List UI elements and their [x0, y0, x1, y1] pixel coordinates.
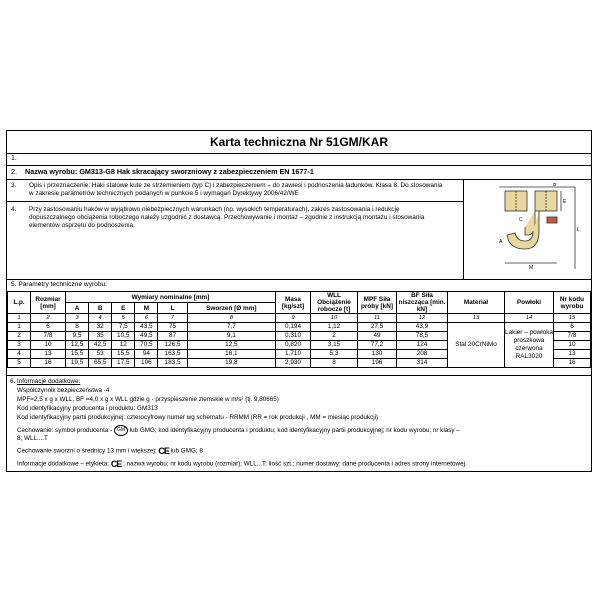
gm-logo-icon: GM	[114, 425, 128, 436]
row-2-number: 2.	[11, 167, 17, 176]
cell-size: 10	[31, 341, 66, 350]
cell-pin: 9,1	[187, 332, 275, 341]
cell-b: 35	[89, 332, 112, 341]
marking-label: Cechowanie: symbol producenta -	[17, 427, 113, 435]
index-cell: 12	[397, 314, 448, 323]
cell-lp: 1	[8, 323, 31, 332]
th-coatings: Powłoki	[505, 292, 554, 314]
cell-lp: 4	[8, 350, 31, 359]
cell-a: 8	[66, 323, 89, 332]
th-e: E	[112, 303, 135, 314]
info-title: Informacje dodatkowe:	[17, 378, 81, 385]
cell-pin: 19,8	[187, 359, 275, 368]
cell-mass: 0,194	[276, 323, 311, 332]
usage-note-text: Przy zastosowaniu haków w wyjątkowo niebezpiecznych warunkach (np. wysokich temperaturach), zakres zastosowania i redukcję dopuszczalnego obciążenia roboczego należy uzgodnić z dostawcą. Przechowywanie i montaż – zgodnie z instrukcją montażu i stosowania elementów osprzętu do podnoszenia.	[29, 206, 425, 229]
index-cell: 10	[311, 314, 358, 323]
cell-m: 94	[135, 350, 158, 359]
marking-details: kod identyfikacyjny producenta i produktu; kod identyfikacyjny partii produkcyjnej; nr kodu wyrobu; nr klasy –	[158, 427, 460, 435]
cell-code: 13	[554, 350, 591, 359]
info-safety-factor: Współczynnik bezpieczeństwa -4	[17, 387, 110, 394]
cell-pin: 16,1	[187, 350, 275, 359]
cell-e: 15,5	[112, 350, 135, 359]
cell-a: 12,5	[66, 341, 89, 350]
index-cell: 7	[158, 314, 187, 323]
index-cell: 5	[112, 314, 135, 323]
cell-mpf: 27,5	[358, 323, 397, 332]
cell-mass: 2,930	[276, 359, 311, 368]
row-4-number: 4.	[11, 206, 17, 213]
row-1-number: 1.	[11, 155, 17, 162]
cell-e: 12	[112, 341, 135, 350]
cell-wll: 2	[311, 332, 358, 341]
th-pin: Sworzeń [Ø mm]	[187, 303, 275, 314]
cell-code: 16	[554, 359, 591, 368]
cell-mpf: 49	[358, 332, 397, 341]
index-cell: 4	[89, 314, 112, 323]
cell-m: 106	[135, 359, 158, 368]
info-marking	[17, 425, 460, 436]
th-product-code: Nr kodu wyrobu	[554, 292, 591, 314]
additional-info	[7, 375, 591, 474]
cell-material: Stal 20CrNiMo	[448, 323, 505, 368]
th-b: B	[89, 303, 112, 314]
cell-m: 49,5	[135, 332, 158, 341]
cell-a: 9,5	[66, 332, 89, 341]
cell-coatings: Lakier – powłoka proszkowa czerwona RAL3020	[505, 323, 554, 368]
cell-mass: 0,310	[276, 332, 311, 341]
cell-e: 7,5	[112, 323, 135, 332]
cell-m: 43,5	[135, 323, 158, 332]
cell-mass: 1,710	[276, 350, 311, 359]
cell-e: 10,5	[112, 332, 135, 341]
cell-bf: 208	[397, 350, 448, 359]
index-cell: 11	[358, 314, 397, 323]
cell-mpf: 77,2	[358, 341, 397, 350]
cell-b: 53	[89, 350, 112, 359]
cell-wll: 1,12	[311, 323, 358, 332]
diagram-label-m: M	[529, 265, 534, 271]
diagram-label-e: E	[563, 199, 567, 205]
cell-b: 65,5	[89, 359, 112, 368]
cell-bf: 43,9	[397, 323, 448, 332]
diagram-label-a: A	[499, 239, 503, 245]
th-l: L	[158, 303, 187, 314]
pin-marking-label: Cechowanie sworzni o średnicy 13 mm i większej:	[17, 447, 157, 455]
cell-pin: 7,7	[187, 323, 275, 332]
info-pin-marking	[17, 446, 203, 456]
th-mass: Masa [kg/szt]	[276, 292, 311, 314]
cell-l: 87	[158, 332, 187, 341]
cell-e: 17,5	[112, 359, 135, 368]
page-title: Karta techniczna Nr 51GM/KAR	[7, 131, 591, 154]
index-cell: 13	[448, 314, 505, 323]
cell-wll: 3,15	[311, 341, 358, 350]
cell-m: 70,5	[135, 341, 158, 350]
cell-mpf: 196	[358, 359, 397, 368]
cell-l: 75	[158, 323, 187, 332]
cell-bf: 124	[397, 341, 448, 350]
index-cell: 15	[554, 314, 591, 323]
index-cell: 6	[135, 314, 158, 323]
ce-mark-icon: CE	[158, 446, 169, 456]
pin-marking-alt: lub GMG; 8	[170, 447, 203, 455]
cell-size: 16	[31, 359, 66, 368]
label-title: Informacje dodatkowe – etykieta:	[17, 460, 110, 468]
row-3-number: 3.	[11, 182, 17, 189]
info-label	[17, 459, 467, 469]
cell-wll: 5,3	[311, 350, 358, 359]
product-name: Nazwa wyrobu: GM313-G8 Hak skracający sworzniowy z zabezpieczeniem EN 1677-1	[25, 167, 314, 176]
index-cell: 9	[276, 314, 311, 323]
marking-class: 8; WLL....T	[17, 435, 48, 442]
th-a: A	[66, 303, 89, 314]
cell-size: 6	[31, 323, 66, 332]
cell-size: 7/8	[31, 332, 66, 341]
cell-pin: 12,5	[187, 341, 275, 350]
diagram-label-b: B	[553, 183, 557, 188]
cell-code: 6	[554, 323, 591, 332]
info-formula: MPF=2,5 x g x WLL, BF =4,0 x g x WLL gdzie g - przyspieszenie ziemskie w m/s² (tj. 9,80665)	[17, 396, 279, 403]
cell-mpf: 130	[358, 350, 397, 359]
diagram-label-c: C	[519, 217, 523, 223]
cell-bf: 78,5	[397, 332, 448, 341]
cell-a: 15,5	[66, 350, 89, 359]
cell-l: 163,5	[158, 350, 187, 359]
cell-lp: 5	[8, 359, 31, 368]
section-5-title: 5. Parametry techniczne wyrobu:	[11, 281, 108, 288]
ce-mark-icon: CE	[110, 459, 122, 469]
technical-sheet	[6, 130, 592, 472]
info-id-code: Kod identyfikacyjny producenta i produktu: GM313	[17, 405, 158, 412]
cell-lp: 2	[8, 332, 31, 341]
cell-a: 19,5	[66, 359, 89, 368]
diagram-label-l: L	[577, 227, 580, 233]
th-dimensions: Wymiary nominalne [mm]	[66, 292, 276, 303]
th-wll: WLL Obciążenie robocze [t]	[311, 292, 358, 314]
cell-bf: 314	[397, 359, 448, 368]
cell-b: 32	[89, 323, 112, 332]
th-size: Rozmiar [mm]	[31, 292, 66, 314]
index-cell: 1	[8, 314, 31, 323]
cell-lp: 3	[8, 341, 31, 350]
description-block	[7, 179, 591, 280]
index-cell: 2	[31, 314, 66, 323]
cell-b: 42,5	[89, 341, 112, 350]
cell-l: 126,5	[158, 341, 187, 350]
cell-wll: 8	[311, 359, 358, 368]
index-cell: 8	[187, 314, 275, 323]
label-details: ; nazwa wyrobu; nr kodu wyrobu (rozmiar); WLL...T; ilość szt.; numer dostawy; dane producenta i adres strony internetowej.	[123, 460, 467, 468]
info-batch-code: Kod identyfikacyjny partii produkcyjnej: czterocyfrowy numer wg schematu - RRMM (RR = rok produkcji , MM = miesiąc produkcji)	[17, 414, 379, 421]
cell-code: 7/8	[554, 332, 591, 341]
cell-size: 13	[31, 350, 66, 359]
marking-alt: lub GMG;	[129, 427, 157, 435]
cell-l: 183,5	[158, 359, 187, 368]
table-row	[8, 323, 591, 332]
section-6-number: 6.	[10, 378, 16, 385]
th-m: M	[135, 303, 158, 314]
product-name-row	[7, 165, 591, 180]
th-bf: BF Siła niszcząca [min. kN]	[397, 292, 448, 314]
th-mpf: MPF Siła próby [kN]	[358, 292, 397, 314]
cell-mass: 0,820	[276, 341, 311, 350]
index-cell: 14	[505, 314, 554, 323]
index-cell: 3	[66, 314, 89, 323]
th-lp: L.p.	[8, 292, 31, 314]
index-row	[8, 314, 591, 323]
th-material: Materiał	[448, 292, 505, 314]
hook-diagram	[495, 183, 583, 275]
description-text: Opis i przeznaczenie: Haki stalowe kute ze strzemieniem (typ C) i zabezpieczeniem – do zawiesi i podnoszenia ładunków. Klasa 8. Do stosowania w zakresie parametrów technicznych podanych w punkcie 5 i wymagań Dyrektywy 2006/42/WE	[29, 182, 443, 197]
cell-code: 10	[554, 341, 591, 350]
parameters-table	[7, 291, 591, 368]
